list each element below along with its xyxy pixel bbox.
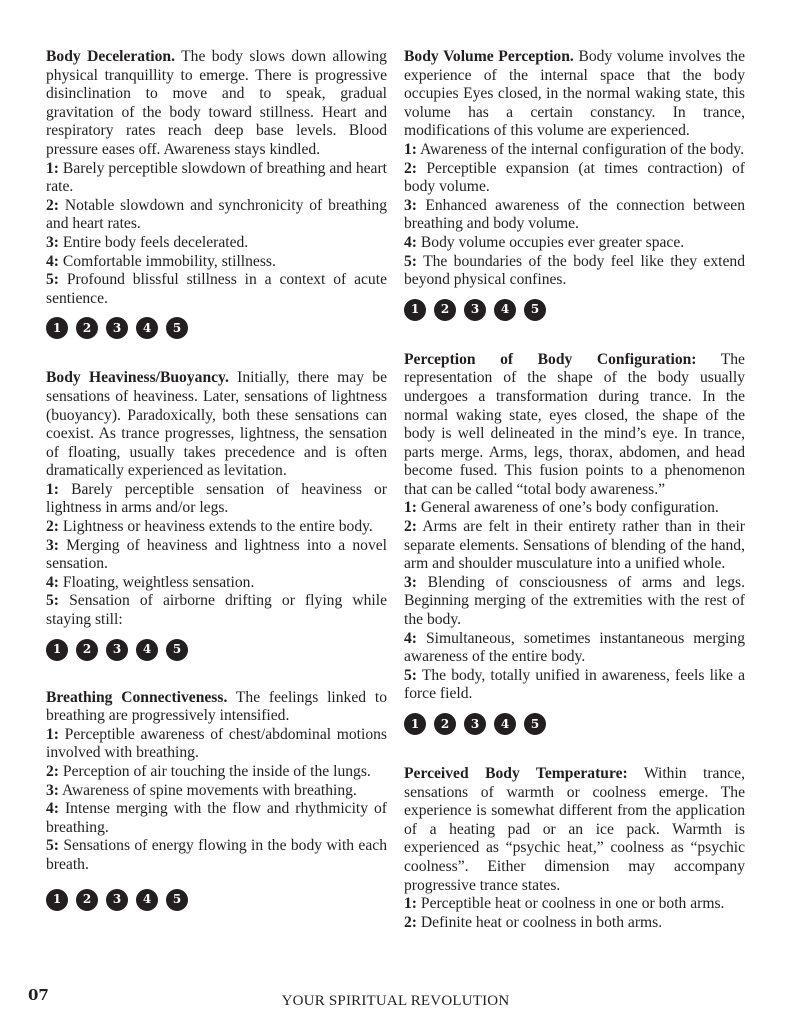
section-title: Breathing Connectiveness. [46, 688, 228, 706]
section-title: Body Volume Perception. [404, 48, 574, 65]
rating-button-1[interactable]: 1 [46, 639, 68, 661]
level-item: 1: Perceptible heat or coolness in one or both arms. [404, 895, 725, 913]
rating-button-2[interactable]: 2 [434, 299, 456, 321]
rating-button-4[interactable]: 4 [136, 639, 158, 661]
level-item: 4: Simultaneous, sometimes instantaneous merging awareness of the entire body. [404, 629, 745, 666]
rating-button-3[interactable]: 3 [106, 639, 128, 661]
rating-button-3[interactable]: 3 [106, 889, 128, 911]
rating-button-5[interactable]: 5 [166, 317, 188, 339]
rating-button-4[interactable]: 4 [136, 317, 158, 339]
section-intro: Body Heaviness/Buoyancy. Initially, there may be sensations of heaviness. Later, sensations of lightness (buoyancy). Paradoxically, both these sensations can coexist. As trance progresses, lightness, the sensation of floating, usually takes precedence and is often dramatically experienced as levitation. [46, 369, 387, 480]
rating-button-3[interactable]: 3 [464, 713, 486, 735]
section-intro: Perceived Body Temperature: Within trance, sensations of warmth or coolness emerge. The experience is somewhat different from the application of a heating pad or an ice pack. Warmth is experienced as “psychic heat,” coolness as “psychic coolness”. Either dimension may accompany progressive trance states. [404, 765, 745, 894]
level-item: 1: Barely perceptible slowdown of breathing and heart rate. [46, 159, 387, 196]
section-body-deceleration [46, 48, 387, 339]
rating-button-5[interactable]: 5 [524, 713, 546, 735]
level-item: 2: Notable slowdown and synchronicity of breathing and heart rates. [46, 196, 387, 233]
level-item: 2: Lightness or heaviness extends to the entire body. [46, 518, 373, 536]
level-item: 1: Perceptible awareness of chest/abdominal motions involved with breathing. [46, 725, 387, 762]
section-intro: Breathing Connectiveness. The feelings linked to breathing are progressively intensified. [46, 688, 387, 725]
level-item: 2: Perception of air touching the inside of the lungs. [46, 763, 371, 780]
section-title: Body Deceleration. [46, 48, 175, 65]
level-item: 3: Awareness of spine movements with breathing. [46, 781, 357, 799]
right-column [404, 48, 745, 932]
rating-button-4[interactable]: 4 [136, 889, 158, 911]
level-item: 5: Sensations of energy flowing in the body with each breath. [46, 837, 387, 873]
level-item: 1: Awareness of the internal configuration of the body. [404, 140, 745, 158]
book-title-footer: YOUR SPIRITUAL REVOLUTION [281, 993, 510, 1009]
left-column [46, 48, 387, 911]
level-item: 5: Sensation of airborne drifting or flying while staying still: [46, 592, 387, 629]
rating-button-2[interactable]: 2 [76, 889, 98, 911]
rating-button-3[interactable]: 3 [464, 299, 486, 321]
rating-scale [404, 713, 745, 735]
rating-button-2[interactable]: 2 [434, 713, 456, 735]
rating-scale [46, 639, 387, 661]
section-body-temperature [404, 765, 745, 932]
section-body-configuration [404, 351, 745, 735]
level-item: 5: The body, totally unified in awareness, feels like a force field. [404, 666, 745, 703]
level-item: 1: General awareness of one’s body configuration. [404, 499, 719, 517]
rating-button-1[interactable]: 1 [404, 713, 426, 735]
level-item: 4: Body volume occupies ever greater space. [404, 233, 685, 251]
level-item: 5: The boundaries of the body feel like they extend beyond physical confines. [404, 252, 745, 289]
rating-button-1[interactable]: 1 [404, 299, 426, 321]
section-title: Body Heaviness/Buoyancy. [46, 369, 229, 387]
section-body-volume-perception [404, 48, 745, 321]
rating-button-5[interactable]: 5 [524, 299, 546, 321]
rating-scale [404, 299, 745, 321]
rating-button-1[interactable]: 1 [46, 889, 68, 911]
rating-button-4[interactable]: 4 [494, 299, 516, 321]
section-title: Perceived Body Temperature: [404, 765, 628, 782]
rating-button-2[interactable]: 2 [76, 639, 98, 661]
level-item: 3: Merging of heaviness and lightness into a novel sensation. [46, 536, 387, 573]
level-item: 3: Blending of consciousness of arms and legs. Beginning merging of the extremities with the rest of the body. [404, 573, 745, 629]
section-intro: Body Volume Perception. Body volume involves the experience of the internal space that the body occupies Eyes closed, in the normal waking state, this volume has a certain constancy. In trance, modifications of this volume are experienced. [404, 48, 745, 140]
rating-button-2[interactable]: 2 [76, 317, 98, 339]
level-item: 4: Comfortable immobility, stillness. [46, 252, 276, 270]
level-item: 1: Barely perceptible sensation of heaviness or lightness in arms and/or legs. [46, 480, 387, 517]
section-body-heaviness-buoyancy [46, 369, 387, 660]
level-item: 2: Arms are felt in their entirety rather than in their separate elements. Sensations of blending of the hand, arm and shoulder musculature into a unified whole. [404, 518, 745, 573]
section-title: Perception of Body Configuration: [404, 350, 697, 368]
level-item: 4: Floating, weightless sensation. [46, 573, 255, 591]
level-item: 3: Entire body feels decelerated. [46, 233, 249, 251]
rating-button-4[interactable]: 4 [494, 713, 516, 735]
level-item: 4: Intense merging with the flow and rhythmicity of breathing. [46, 800, 387, 836]
rating-scale [46, 317, 387, 339]
rating-scale [46, 889, 387, 911]
rating-button-5[interactable]: 5 [166, 639, 188, 661]
rating-button-3[interactable]: 3 [106, 317, 128, 339]
level-item: 2: Perceptible expansion (at times contraction) of body volume. [404, 159, 745, 196]
section-breathing-connectiveness [46, 689, 387, 911]
rating-button-5[interactable]: 5 [166, 889, 188, 911]
level-item: 3: Enhanced awareness of the connection between breathing and body volume. [404, 196, 745, 233]
level-item: 2: Definite heat or coolness in both arms. [404, 913, 663, 931]
page-number: 07 [28, 986, 49, 1004]
level-item: 5: Profound blissful stillness in a context of acute sentience. [46, 271, 387, 307]
section-intro: Body Deceleration. The body slows down allowing physical tranquillity to emerge. There is progressive disinclination to move and to speak, gradual gravitation of the body toward stillness. Heart and respiratory rates reach deep base levels. Blood pressure eases off. Awareness stays kindled. [46, 48, 387, 158]
section-intro: Perception of Body Configuration: The representation of the shape of the body usually undergoes a transformation during trance. In the normal waking state, eyes closed, the shape of the body is well delineated in the mind’s eye. In trance, parts merge. Arms, legs, thorax, abdomen, and head become fused. This fusion points to a phenomenon that can be called “total body awareness.” [404, 350, 745, 498]
rating-button-1[interactable]: 1 [46, 317, 68, 339]
